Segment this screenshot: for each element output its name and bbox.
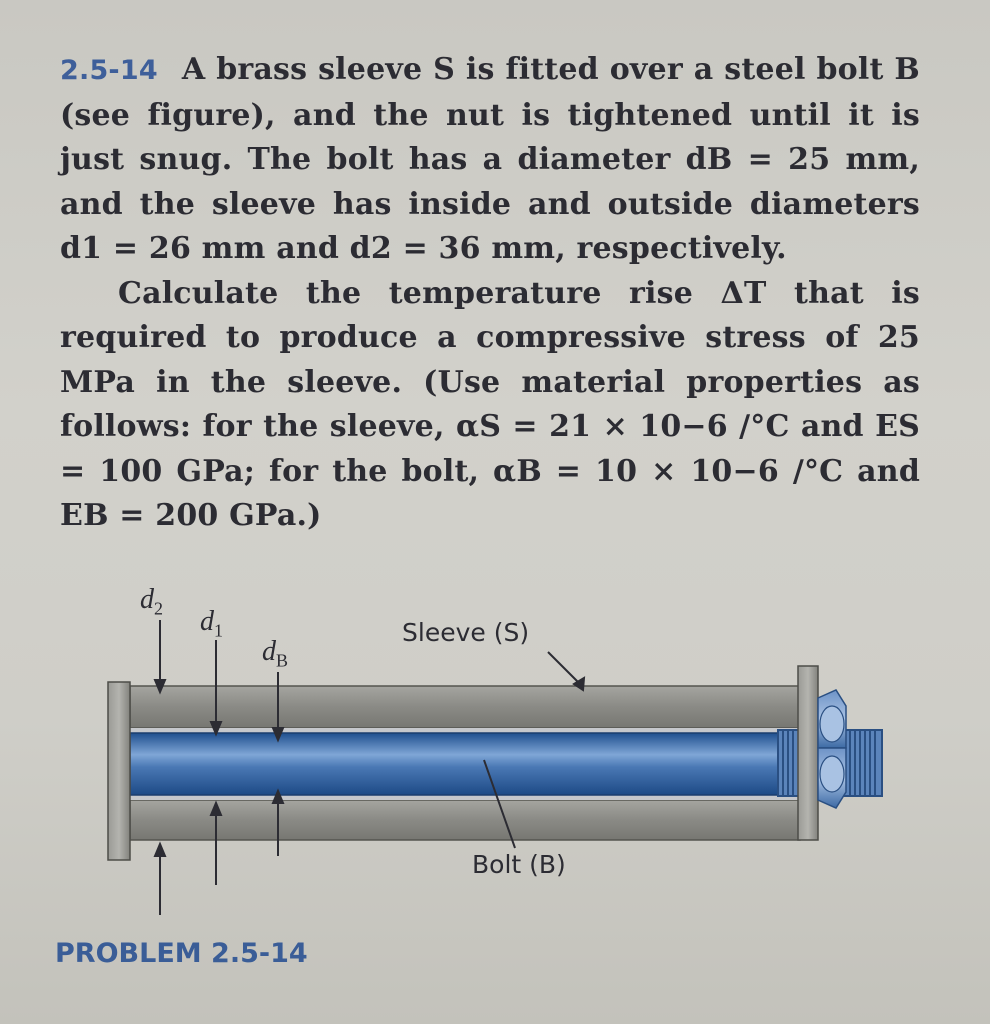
sleeve-bottom-wall: [130, 800, 800, 840]
sleeve-label: Sleeve (S): [402, 618, 530, 647]
sleeve-top-wall: [130, 686, 800, 728]
right-washer: [798, 666, 818, 840]
d1-label: $d_1$: [200, 606, 223, 641]
problem-intro: A brass sleeve S is fitted over a steel bolt B (see figure), and the nut is tightened until it is just snug. The bolt has a diameter dB = 25 mm, and the sleeve has inside and outside diameters d1 = 26 mm and d2 = 36 mm, respectively.: [60, 52, 920, 266]
problem-number: 2.5-14: [60, 55, 158, 86]
bolt-shank: [130, 733, 790, 795]
problem-question: Calculate the temperature rise ΔT that is required to produce a compressive stress of 25 MPa in the sleeve. (Use material properties as follows: for the sleeve, αS = 21 × 10−6 /°C and ES = 100 GPa; for the bolt, αB = 10 × 10−6 /°C and EB = 200 GPa.): [60, 275, 920, 533]
dB-label: $d_B$: [262, 636, 289, 671]
figure-caption: PROBLEM 2.5-14: [55, 938, 308, 969]
d2-label: $d_2$: [140, 584, 163, 619]
nut: [818, 690, 846, 808]
left-end-plate: [108, 682, 130, 860]
bolt-label: Bolt (B): [472, 850, 566, 879]
